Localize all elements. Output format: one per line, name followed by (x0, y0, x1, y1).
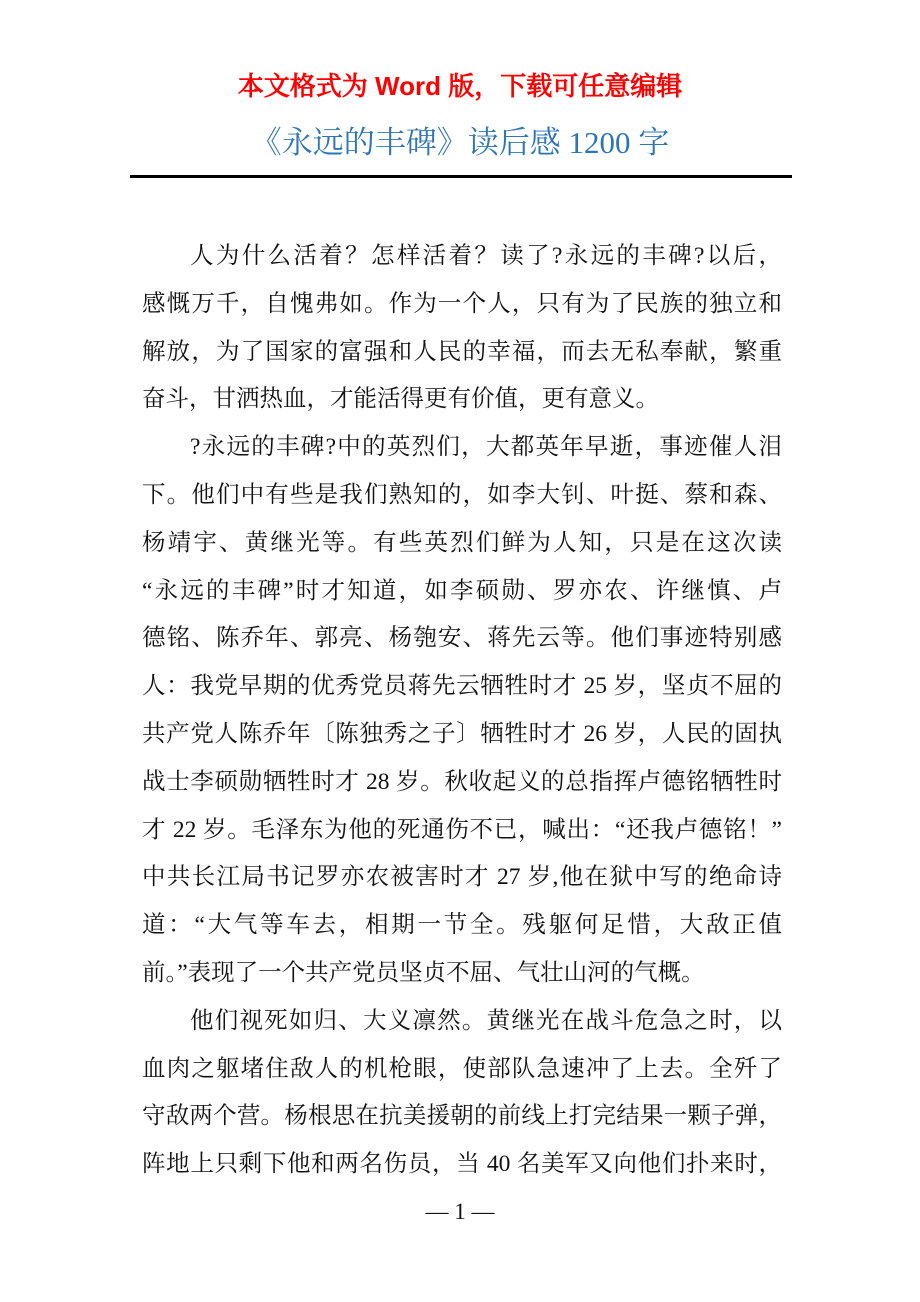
page-number: — 1 — (425, 1199, 495, 1224)
text-line: 下。他们中有些是我们熟知的，如李大钊、叶挺、蔡和森、 (142, 481, 782, 508)
text-line: 前。”表现了一个共产党员坚贞不屈、气壮山河的气概。 (142, 959, 705, 986)
document-body (142, 233, 782, 1189)
text-line: 人为什么活着？怎样活着？读了?永远的丰碑?以后， (190, 243, 782, 269)
format-notice: 本文格式为 Word 版，下载可任意编辑 (237, 71, 683, 101)
text-line: 感慨万千，自愧弗如。作为一个人，只有为了民族的独立和 (142, 290, 782, 317)
text-line: 杨靖宇、黄继光等。有些英烈们鲜为人知，只是在这次读 (142, 529, 782, 556)
text-line: 才 22 岁。毛泽东为他的死通伤不已，喊出：“还我卢德铭！” (142, 816, 782, 843)
text-line: ?永远的丰碑?中的英烈们，大都英年早逝，事迹催人泪 (190, 434, 782, 461)
text-line: 战士李硕勋牺牲时才 28 岁。秋收起义的总指挥卢德铭牺牲时 (142, 768, 782, 795)
text-line: 奋斗，甘洒热血，才能活得更有价值，更有意义。 (142, 386, 659, 413)
text-line: 解放，为了国家的富强和人民的幸福，而去无私奉献，繁重 (142, 338, 782, 365)
paragraph-3 (142, 998, 782, 1189)
text-line: 血肉之躯堵住敌人的机枪眼，使部队急速冲了上去。全歼了 (142, 1055, 782, 1082)
document-title: 《永远的丰碑》读后感 1200 字 (250, 125, 670, 160)
text-line: 德铭、陈乔年、郭亮、杨匏安、蒋先云等。他们事迹特别感 (142, 625, 782, 652)
text-line: 他们视死如归、大义凛然。黄继光在战斗危急之时，以 (190, 1007, 782, 1034)
title-divider (130, 175, 792, 178)
text-line: 人：我党早期的优秀党员蒋先云牺牲时才 25 岁，坚贞不屈的 (142, 673, 782, 700)
text-line: “永远的丰碑”时才知道，如李硕勋、罗亦农、许继慎、卢 (142, 577, 782, 604)
paragraph-2 (142, 424, 782, 998)
text-line: 阵地上只剩下他和两名伤员，当 40 名美军又向他们扑来时， (142, 1151, 782, 1178)
text-line: 中共长江局书记罗亦农被害时才 27 岁,他在狱中写的绝命诗 (142, 864, 782, 891)
text-line: 共产党人陈乔年〔陈独秀之子〕牺牲时才 26 岁，人民的固执 (142, 720, 782, 747)
text-line: 道：“大气等车去，相期一节全。残躯何足惜，大敌正值 (142, 912, 782, 939)
text-line: 守敌两个营。杨根思在抗美援朝的前线上打完结果一颗子弹， (142, 1103, 782, 1130)
paragraph-1 (142, 233, 782, 424)
